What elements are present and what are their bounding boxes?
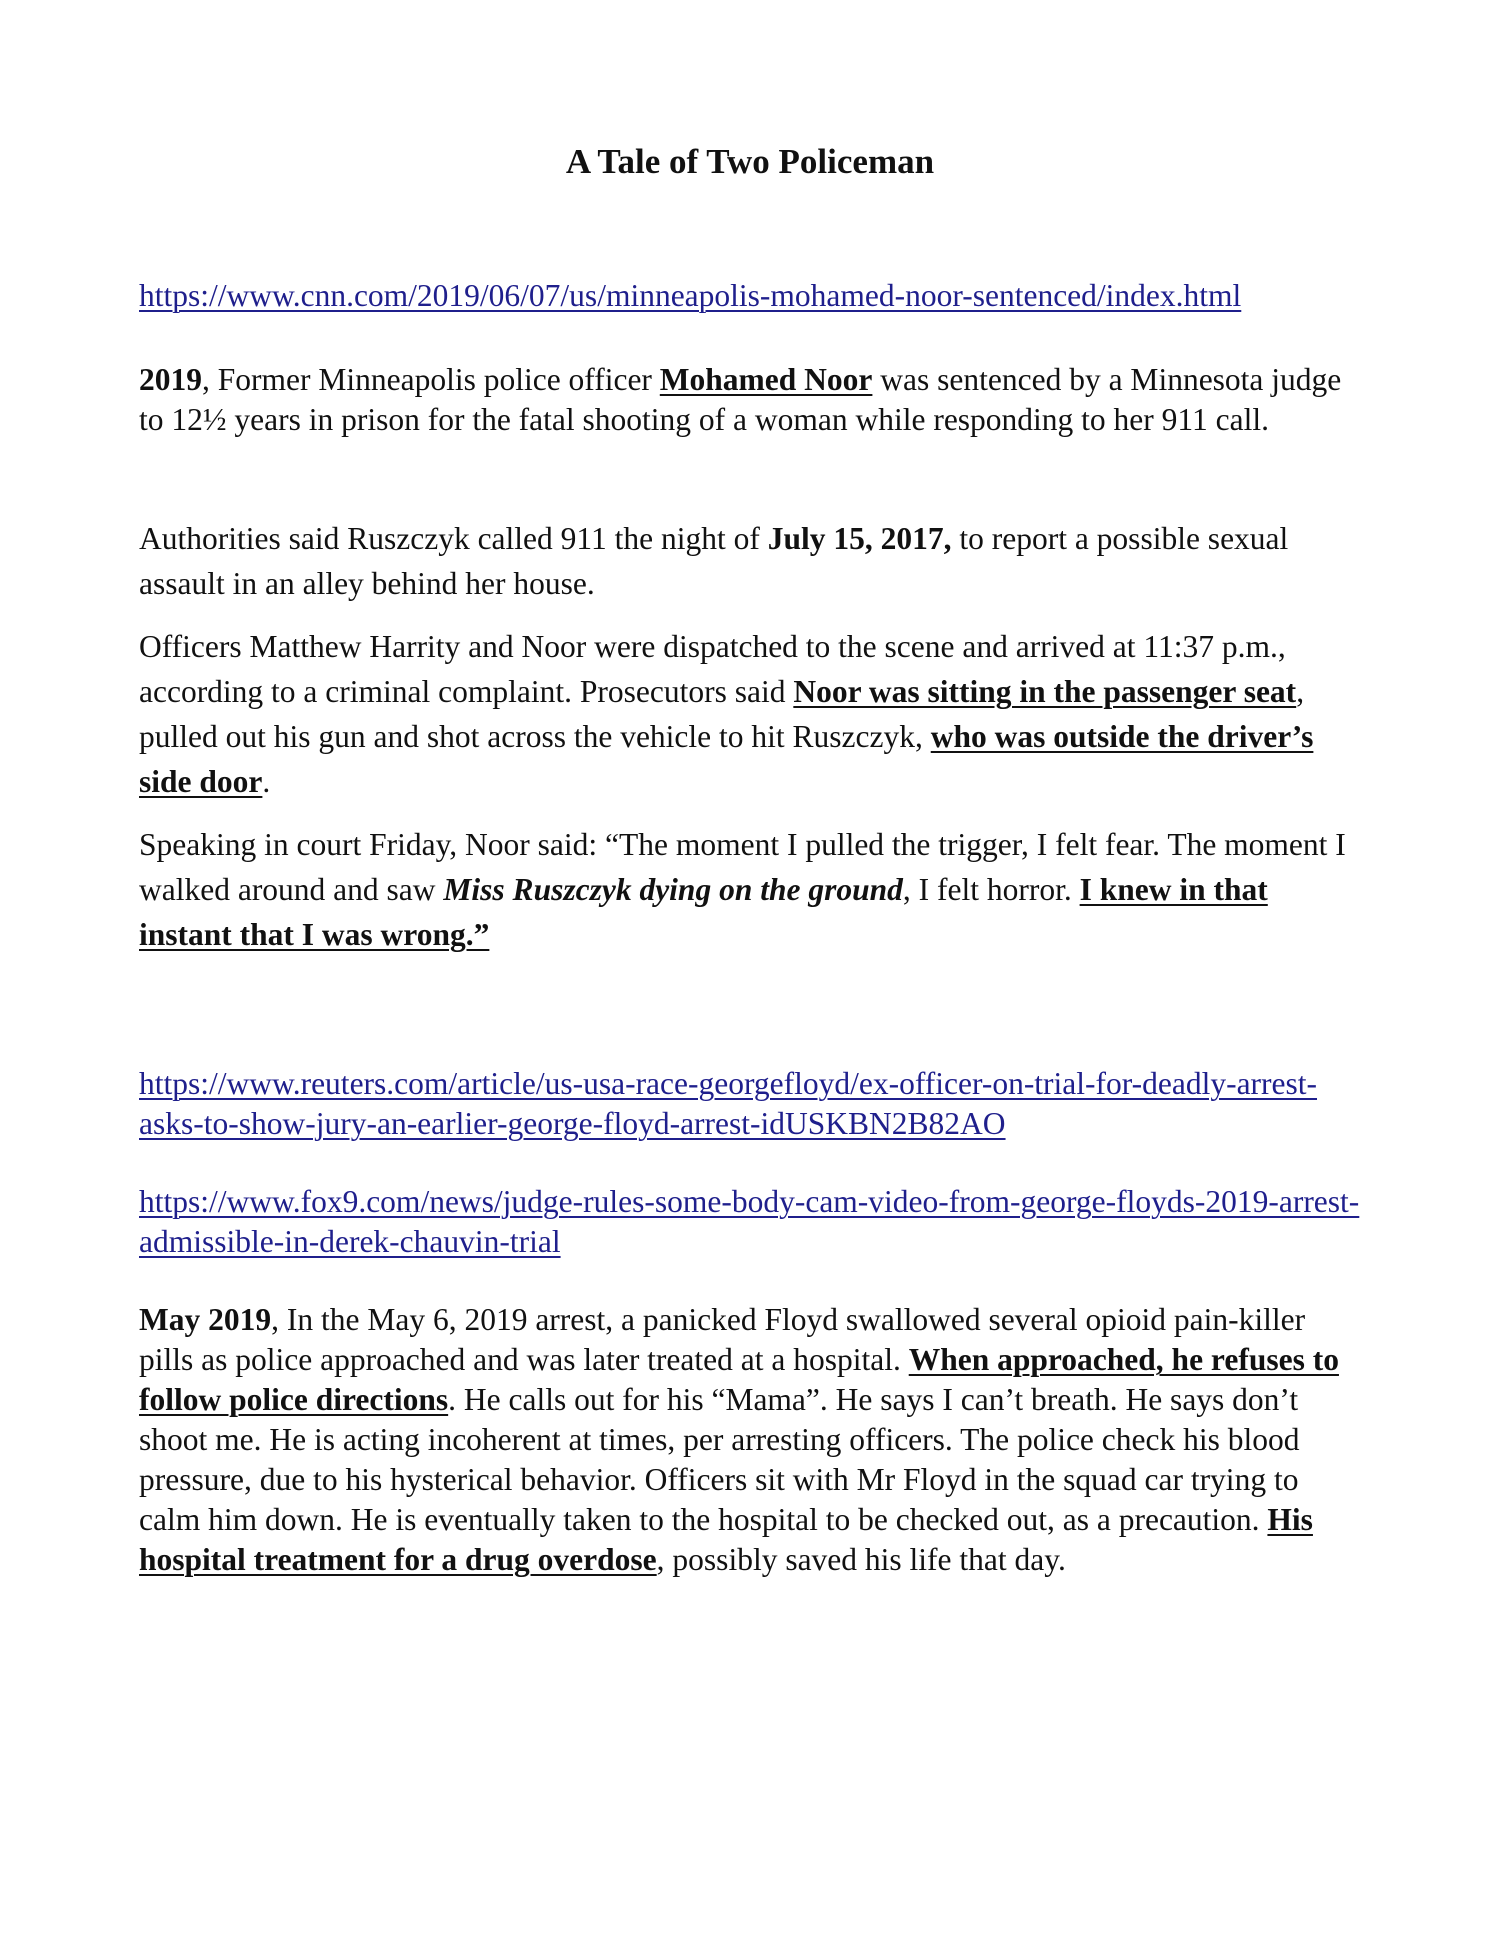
hospital-treatment-phrase: His hospital treatment for a drug overdose	[139, 1502, 1313, 1577]
p3-text-1: Officers Matthew Harrity and Noor were dispatched to the scene and arrived at 11:37 p.m., according to a criminal complaint. Prosecutors said	[139, 629, 1286, 709]
fox9-link-paragraph	[139, 1182, 1361, 1262]
officers-dispatched-paragraph	[139, 624, 1361, 804]
ruszczyk-call-paragraph	[139, 516, 1361, 606]
may-2019-label: May 2019	[139, 1302, 272, 1337]
fox9-article-link[interactable]: https://www.fox9.com/news/judge-rules-some-body-cam-video-from-george-floyds-2019-arrest-admissible-in-derek-chauvin-trial	[139, 1184, 1360, 1259]
p2-text-2: to report a possible sexual assault in an alley behind her house.	[139, 521, 1289, 601]
dying-phrase: Miss Ruszczyk dying on the ground	[443, 872, 903, 907]
reuters-article-link[interactable]: https://www.reuters.com/article/us-usa-race-georgefloyd/ex-officer-on-trial-for-deadly-arrest-asks-to-show-jury-an-earlier-george-floyd-arrest-idUSKBN2B82AO	[139, 1066, 1318, 1141]
year-label: 2019	[139, 362, 202, 397]
p4-text-2: , I felt horror.	[902, 872, 1080, 907]
noor-quote-paragraph	[139, 822, 1361, 957]
cnn-article-link[interactable]: https://www.cnn.com/2019/06/07/us/minneapolis-mohamed-noor-sentenced/index.html	[139, 278, 1242, 313]
floyd-arrest-paragraph	[139, 1300, 1361, 1580]
p3-text-2: , pulled out his gun and shot across the vehicle to hit Ruszczyk,	[139, 674, 1305, 754]
passenger-seat-phrase: Noor was sitting in the passenger seat	[793, 674, 1297, 709]
p5-text-2: . He calls out for his “Mama”. He says I can’t breath. He says don’t shoot me. He is acting incoherent at times, per arresting officers. The police check his blood pressure, due to his hysterical behavior. Officers sit with Mr Floyd in the squad car trying to calm him down. He is eventually taken to the hospital to be checked out, as a precaution.	[139, 1382, 1300, 1537]
call-date: July 15, 2017,	[767, 521, 952, 556]
noor-name: Mohamed Noor	[659, 362, 873, 397]
reuters-link-paragraph	[139, 1064, 1361, 1144]
knew-wrong-phrase: I knew in that instant that I was wrong.”	[139, 872, 1268, 952]
p2-text-1: Authorities said Ruszczyk called 911 the night of	[139, 521, 768, 556]
noor-sentence-paragraph	[139, 360, 1361, 440]
p3-text-3: .	[262, 764, 271, 799]
cnn-link-paragraph	[139, 276, 1361, 316]
p1-text-1: , Former Minneapolis police officer	[202, 362, 660, 397]
p5-text-1: , In the May 6, 2019 arrest, a panicked Floyd swallowed several opioid pain-killer pills as police approached and was later treated at a hospital.	[139, 1302, 1306, 1377]
driver-side-door-phrase: who was outside the driver’s side door	[139, 719, 1314, 799]
refuses-directions-phrase: When approached, he refuses to follow police directions	[139, 1342, 1339, 1417]
p1-text-2: was sentenced by a Minnesota judge to 12½ years in prison for the fatal shooting of a woman while responding to her 911 call.	[139, 362, 1342, 437]
p4-text-1: Speaking in court Friday, Noor said: “The moment I pulled the trigger, I felt fear. The moment I walked around and saw	[139, 827, 1346, 907]
document-title: A Tale of Two Policeman	[565, 142, 935, 181]
p5-text-3: , possibly saved his life that day.	[656, 1542, 1066, 1577]
